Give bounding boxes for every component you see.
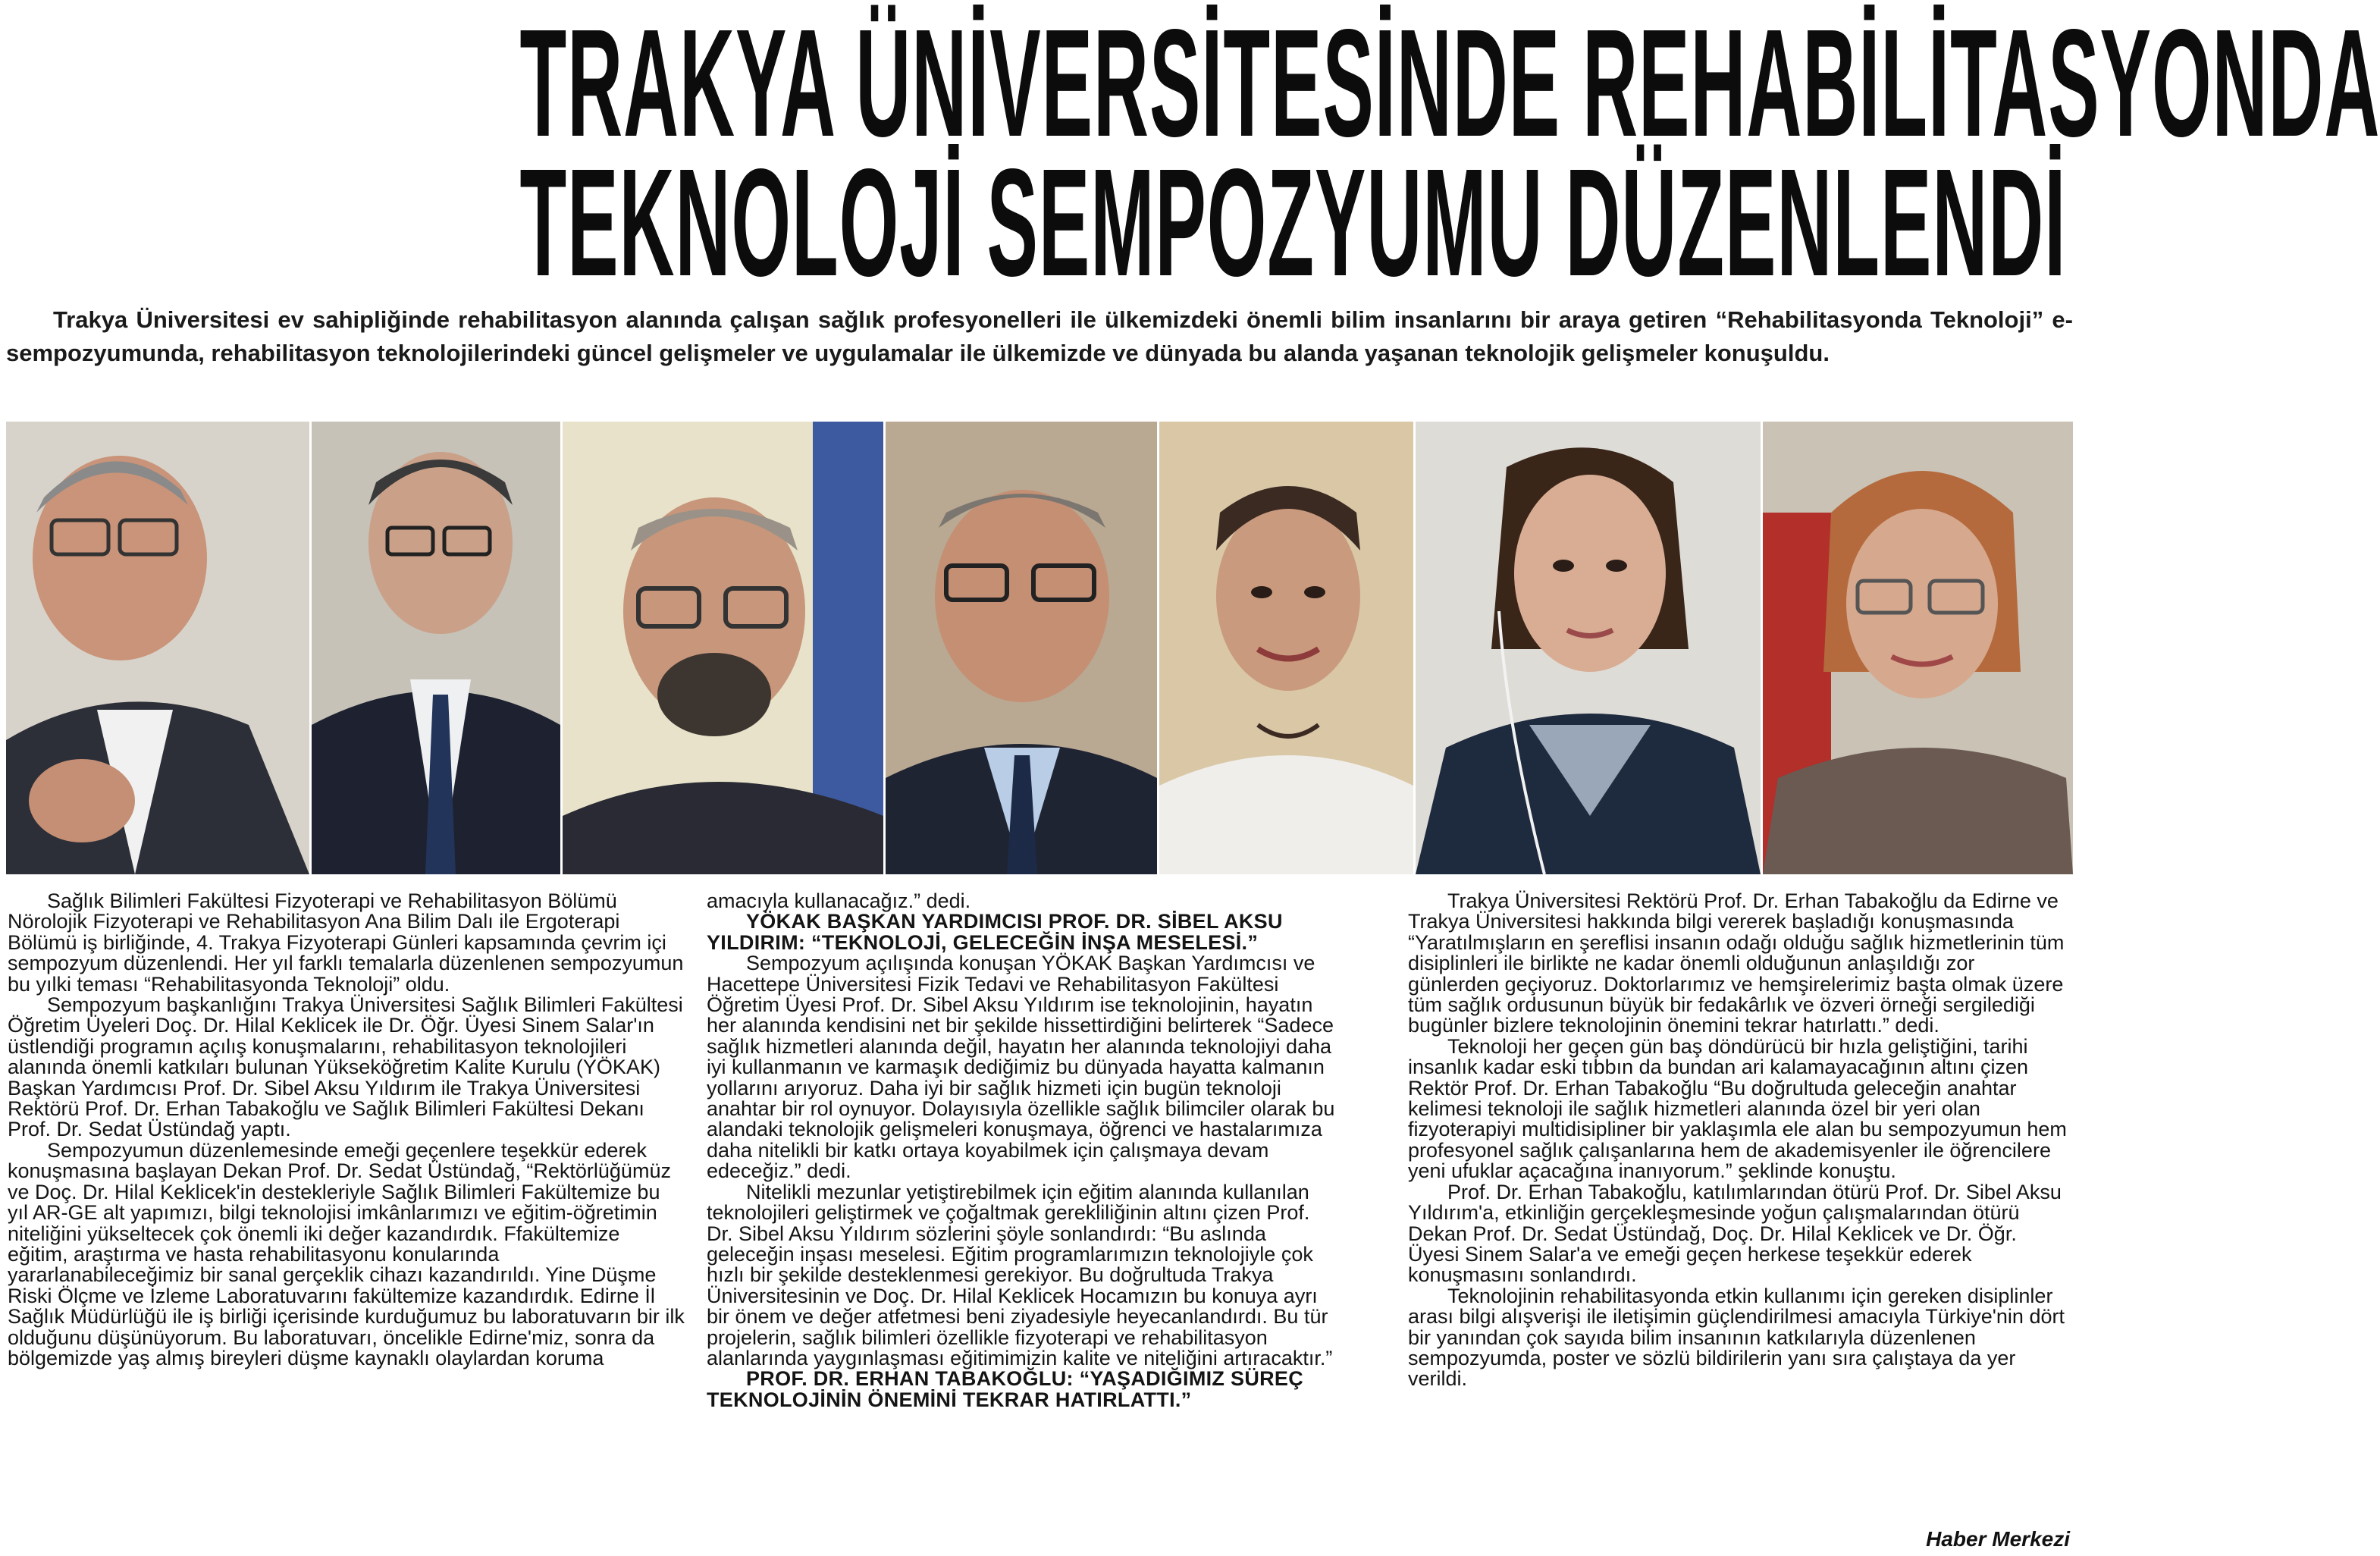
column3-paragraph-3: Prof. Dr. Erhan Tabakoğlu, katılımlarından ötürü Prof. Dr. Sibel Aksu Yıldırım'a, etkinliğin gerçekleşmesinde yoğun çalışmalarından ötürü Dekan Prof. Dr. Sedat Üstündağ, Doç. Dr. Hilal Keklicek ve Dr. Öğr. Üyesi Sinem Salar'a ve emeği geçen herkese teşekkür ederek konuşmasını sonlandırdı. <box>1408 1180 2062 1287</box>
photo-speaker-4 <box>886 422 1159 874</box>
photo-speaker-7 <box>1763 422 2073 874</box>
column2-paragraph-2: Nitelikli mezunlar yetiştirebilmek için eğitim alanında kullanılan teknolojileri geliştirmek ve çoğaltmak gerekliliğinin altını çizen Prof. Dr. Sibel Aksu Yıldırım sözlerini şöyle sonlandırdı: “Bu aslında geleceğin inşası meselesi. Eğitim programlarımızın teknolojiyle çok hızlı bir şekilde desteklenmesi gerekiyor. Bu doğrultuda Trakya Üniversitesinin ve Doç. Dr. Hilal Keklicek Hocamızın bu konuya ayrı bir önem ve değer atfetmesi beni ziyadesiyle heyecanlandırdı. Bu tür projelerin, sağlık bilimleri özellikle fizyoterapi ve rehabilitasyon alanlarında yaygınlaşması eğitimimizin kalite ve niteliğini artıracaktır.” <box>707 1180 1333 1369</box>
column3-paragraph-4: Teknolojinin rehabilitasyonda etkin kullanımı için gereken disiplinler arası bilgi alışverişi ile iletişimin güçlendirilmesi amacıyla Türkiye'nin dört bir yanından çok sayıda bilim insanının katkılarıyla düzenlenen sempozyumda, poster ve sözlü bildirilerin yanı sıra çalıştaya da yer verildi. <box>1408 1284 2065 1391</box>
article-column-2 <box>707 891 1336 1551</box>
article-column-3 <box>1408 891 2071 1551</box>
photo-speaker-3 <box>563 422 886 874</box>
headline-line-1: TRAKYA ÜNİVERSİTESİNDE REHABİLİTASYONDA <box>519 0 2380 168</box>
subheading-tabakoglu: PROF. DR. ERHAN TABAKOĞLU: “YAŞADIĞIMIZ SÜREÇ TEKNOLOJİNİN ÖNEMİNİ TEKRAR HATIRLATTI.” <box>707 1367 1304 1411</box>
column1-paragraph-3: Sempozyumun düzenlemesinde emeği geçenlere teşekkür ederek konuşmasına başlayan Dekan Prof. Dr. Sedat Üstündağ, “Rektörlüğümüz ve Doç. Dr. Hilal Keklicek'in destekleriyle Sağlık Bilimleri Fakültemize bu yıl AR-GE alt yapımızı, bilgi teknolojisi imkânlarımızı ve eğitim-öğretimin niteliğini yükseltecek çok önemli iki değer kazandırdık. Ffakültemize eğitim, araştırma ve hasta rehabilitasyonu konularında yararlanabileceğimiz bir sanal gerçeklik cihazı kazandırıldı. Yine Düşme Riski Ölçme ve İzleme Laboratuvarını fakültemize kazandırdık. Edirne İl Sağlık Müdürlüğü ile iş birliği içerisinde kurduğumuz bu laboratuvarın bir ilk olduğunu düşünüyorum. Bu laboratuvarı, öncelikle Edirne'miz, sonra da bölgemizde yaş almış bireyleri düşme kaynaklı olaylardan koruma <box>8 1138 685 1369</box>
column2-continuation: amacıyla kullanacağız.” dedi. <box>707 889 971 912</box>
headline-line-2: TEKNOLOJİ SEMPOZYUMU DÜZENLENDİ <box>519 136 2067 308</box>
photo-strip <box>6 422 2073 874</box>
column1-paragraph-1: Sağlık Bilimleri Fakültesi Fizyoterapi ve Rehabilitasyon Bölümü Nörolojik Fizyoterapi ve Rehabilitasyon Ana Bilim Dalı ile Ergoterapi Bölümü iş birliğinde, 4. Trakya Fizyoterapi Günleri kapsamında çevrim içi sempozyum düzenlendi. Her yıl farklı temalarla düzenlenen sempozyumun bu yılki teması “Rehabilitasyonda Teknoloji” oldu. <box>8 889 684 996</box>
column2-paragraph-1: Sempozyum açılışında konuşan YÖKAK Başkan Yardımcısı ve Hacettepe Üniversitesi Fizik Tedavi ve Rehabilitasyon Fakültesi Öğretim Üyesi Prof. Dr. Sibel Aksu Yıldırım ise teknolojinin, hayatın her alanında kendisini net bir şekilde hissettirdiğini belirterek “Sadece sağlık hizmetleri alanında değil, hayatın her alanında teknolojiyi daha iyi kullanmanın ve karmaşık dediğimiz bu dünyada hayatta kalmanın yollarını arıyoruz. Daha iyi bir sağlık hizmeti için bugün teknoloji anahtar bir rol oynuyor. Dolayısıyla özellikle sağlık bilimciler olarak bu alandaki teknolojik gelişmeleri konuşmaya, öğrenci ve hastalarımıza daha nitelikli bir katkı ortaya koyabilmek için çalışmaya devam edeceğiz.” dedi. <box>707 952 1335 1183</box>
photo-speaker-1 <box>6 422 312 874</box>
byline: Haber Merkezi <box>1926 1527 2070 1551</box>
article-column-1 <box>8 891 685 1551</box>
column1-paragraph-2: Sempozyum başkanlığını Trakya Üniversitesi Sağlık Bilimleri Fakültesi Öğretim Üyeleri Doç. Dr. Hilal Keklicek ile Dr. Öğr. Üyesi Sinem Salar'ın üstlendiği programın açılış konuşmalarını, rehabilitasyon teknolojileri alanında önemli katkıları bulunan Yükseköğretim Kalite Kurulu (YÖKAK) Başkan Yardımcısı Prof. Dr. Sibel Aksu Yıldırım ile Trakya Üniversitesi Rektörü Prof. Dr. Erhan Tabakoğlu ve Sağlık Bilimleri Fakültesi Dekanı Prof. Dr. Sedat Üstündağ yaptı. <box>8 993 683 1141</box>
lead-paragraph <box>6 303 2073 441</box>
photo-speaker-5 <box>1159 422 1416 874</box>
photo-speaker-6 <box>1416 422 1763 874</box>
column3-paragraph-2: Teknoloji her geçen gün baş döndürücü bir hızla geliştiğini, tarihi insanlık kadar eski tıbbın da bundan ari kalamayacağının altını çizen Rektör Prof. Dr. Erhan Tabakoğlu “Bu doğrultuda geleceğin anahtar kelimesi teknoloji ile sağlık hizmetleri alanında özel bir yeri olan fizyoterapiyi multidisipliner bir yaklaşımla ele alan bu sempozyumun hem profesyonel sağlık çalışanlarına hem de akademisyenler ile öğrencilere yeni ufuklar açacağına inanıyorum.” şeklinde konuştu. <box>1408 1034 2067 1183</box>
lead-text: Trakya Üniversitesi ev sahipliğinde rehabilitasyon alanında çalışan sağlık profesyonelleri ile ülkemizdeki önemli bilim insanlarını bir araya getiren “Rehabilitasyonda Teknoloji” e-sempozyumunda, rehabilitasyon teknolojilerindeki güncel gelişmeler ve uygulamalar ile ülkemizde ve dünyada bu alanda yaşanan teknolojik gelişmeler konuşuldu. <box>6 306 2073 366</box>
subheading-aksu-yildirim: YÖKAK BAŞKAN YARDIMCISI PROF. DR. SİBEL AKSU YILDIRIM: “TEKNOLOJİ, GELECEĞİN İNŞA MESELESİ.” <box>707 910 1283 954</box>
photo-speaker-2 <box>312 422 563 874</box>
column3-paragraph-1: Trakya Üniversitesi Rektörü Prof. Dr. Erhan Tabakoğlu da Edirne ve Trakya Üniversitesi hakkında bilgi vererek başladığı konuşmasında “Yaratılmışların en şereflisi insanın odağı olduğu sağlık hizmetlerinin tüm disiplinleri ile birlikte ne kadar önemli olduğunun anlaşıldığı zor günlerden geçiyoruz. Doktorlarımız ve hemşirelerimiz başta olmak üzere tüm sağlık ordusunun büyük bir fedakârlık ve özveri örneği sergilediği bugünler bizlere teknolojinin önemini tekrar hatırlattı.” dedi. <box>1408 889 2065 1037</box>
